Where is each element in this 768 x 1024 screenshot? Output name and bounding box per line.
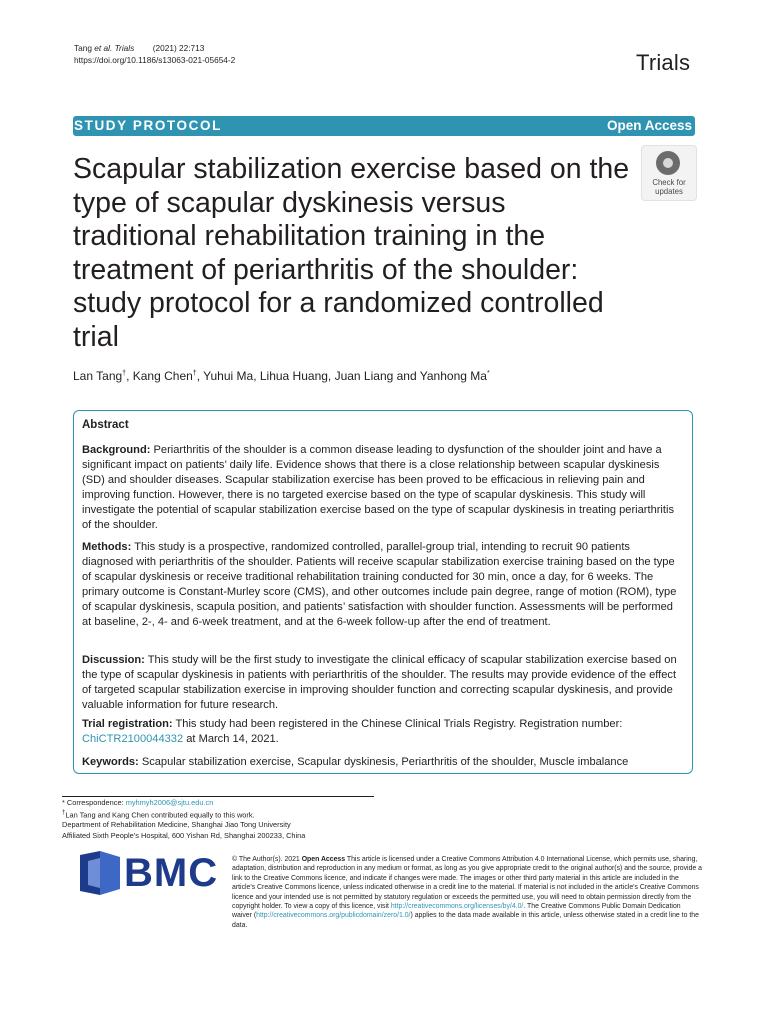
abstract-keywords [82,755,678,770]
bmc-logo-icon [80,851,120,895]
author-list: Lan Tang†, Kang Chen†, Yuhui Ma, Lihua Huang, Juan Liang and Yanhong Ma* [73,369,490,383]
license-body: This article is licensed under a Creative Commons Attribution 4.0 International License, which permits use, sharing, adaptation, distribution and reproduction in any medium or format, as long as you give appropriate credit to the original author(s) and the source, provide a link to the Creative Commons licence, and indicate if changes were made. The images or other third party material in this article are included in the article's Creative Commons licence, unless indicated otherwise in a credit line to the material. If material is not included in the article's Creative Commons licence and your intended use is not permitted by statutory regulation or exceeds the permitted use, you will need to obtain permission directly from the copyright holder. To view a copy of this licence, visit [232,856,702,911]
abstract-heading: Abstract [82,419,129,431]
department-note: Department of Rehabilitation Medicine, Shanghai Jiao Tong University [62,820,291,829]
citation-authors: Tang [74,43,95,53]
keywords-text: Scapular stabilization exercise, Scapular dyskinesis, Periarthritis of the shoulder, Muscle imbalance [141,756,629,768]
methods-label: Methods: [82,541,132,553]
methods-text: This study is a prospective, randomized controlled, parallel-group trial, intending to recruit 90 patients diagnosed with periarthritis of the shoulder. Patients will receive scapular stabilization exercise training based on the type of scapular dyskinesis or receive traditional rehabilitation training conducted for 30 min, once a day, for 6 weeks. The primary outcome is Constant-Murley score (CMS), and other outcomes include pain degree, range of motion (ROM), type of scapular dyskinesis, scapula position, and patients’ satisfaction with shoulder function. Assessments will be performed at baseline, 2-, 4- and 6-week treatment, and at the 6-week follow-up after the end of treatment. [82,541,677,629]
article-type-banner [73,116,695,136]
license-open-access: Open Access [301,856,346,863]
article-title: Scapular stabilization exercise based on the type of scapular dyskinesis versus traditional rehabilitation training in the treatment of periarthritis of the shoulder: study protocol for a randomized controlled trial [73,153,630,353]
authors-rest: , Yuhui Ma, Lihua Huang, Juan Liang and Yanhong Ma [196,369,487,383]
abstract-methods [82,540,678,631]
citation-line [74,43,204,53]
abstract-trial-registration [82,717,678,747]
affiliation-note: Affiliated Sixth People’s Hospital, 600 Yishan Rd, Shanghai 200233, China [62,831,306,840]
citation-journal: Trials [114,43,135,53]
trial-registry-link[interactable]: ChiCTR2100044332 [82,733,184,746]
author-2[interactable]: Kang Chen [132,369,193,383]
trial-date: at March 14, 2021. [183,733,279,746]
license-end: ) applies to the data made available in this article, unless otherwise stated in a credit line to the data. [232,912,699,929]
discussion-label: Discussion: [82,654,145,666]
license-statement [232,855,702,930]
license-mid: . The Creative Commons Public Domain Dedication waiver ( [232,903,681,920]
bmc-logo [80,851,220,895]
correspondence-note [62,798,213,808]
keywords-label: Keywords: [82,756,139,768]
citation-etal: et al. [94,43,113,53]
abstract-discussion [82,653,678,713]
footnote-divider [62,796,374,797]
check-updates-icon [656,151,680,175]
author-1-mark: † [122,370,127,377]
equal-contribution-mark: † [62,810,66,816]
equal-contribution-text: Lan Tang and Kang Chen contributed equally to this work. [65,810,255,820]
correspondence-label: * Correspondence: [62,798,126,807]
check-for-updates-button[interactable] [641,145,697,201]
open-access-label: Open Access [606,118,692,133]
corresponding-mark: * [486,370,490,377]
check-updates-line1: Check for [652,178,686,187]
background-text: Periarthritis of the shoulder is a common disease leading to dysfunction of the shoulder joint and have a significant impact on patients’ daily life. Evidence shows that there is a close relationship between scapular dyskinesis (SD) and shoulder diseases. Scapular stabilization exercise has been proved to be efficacious in relieving pain and improving function. However, there is no targeted exercise based on the type of scapular dyskinesis. This study will investigate the potential of scapular stabilization exercise based on the type of scapular dyskinesis in treating periarthritis of the shoulder. [82,444,674,532]
abstract-box [73,410,693,774]
bmc-logo-text: BMC [124,851,219,895]
author-1[interactable]: Lan Tang [73,369,123,383]
license-link-cc0[interactable]: http://creativecommons.org/publicdomain/zero/1.0/ [256,912,411,920]
equal-contribution-note [62,809,255,820]
discussion-text: This study will be the first study to investigate the clinical efficacy of scapular stabilization exercise based on the type of scapular dyskinesis in patients with periarthritis of the shoulder. The results may provide evidence of the effect of targeted scapular stabilization exercise in improving shoulder function and correcting scapular dyskinesis, and provide valuable information for future research. [82,654,677,712]
trial-label: Trial registration: [82,718,173,730]
correspondence-email[interactable]: myhmyh2006@sjtu.edu.cn [125,798,214,807]
background-label: Background: [82,444,151,456]
license-intro: © The Author(s). 2021 [232,856,302,863]
license-link-cc-by[interactable]: http://creativecommons.org/licenses/by/4.0/ [390,903,524,911]
journal-name: Trials [636,50,691,75]
abstract-background [82,443,678,534]
check-updates-label [642,179,696,196]
trial-text: This study had been registered in the Chinese Clinical Trials Registry. Registration number: [175,718,623,730]
citation-year-volume: (2021) 22:713 [152,43,205,53]
article-type-label: STUDY PROTOCOL [74,118,222,133]
doi-link[interactable]: https://doi.org/10.1186/s13063-021-05654-2 [74,55,236,65]
check-updates-line2: updates [655,186,683,196]
author-2-mark: † [192,370,197,377]
